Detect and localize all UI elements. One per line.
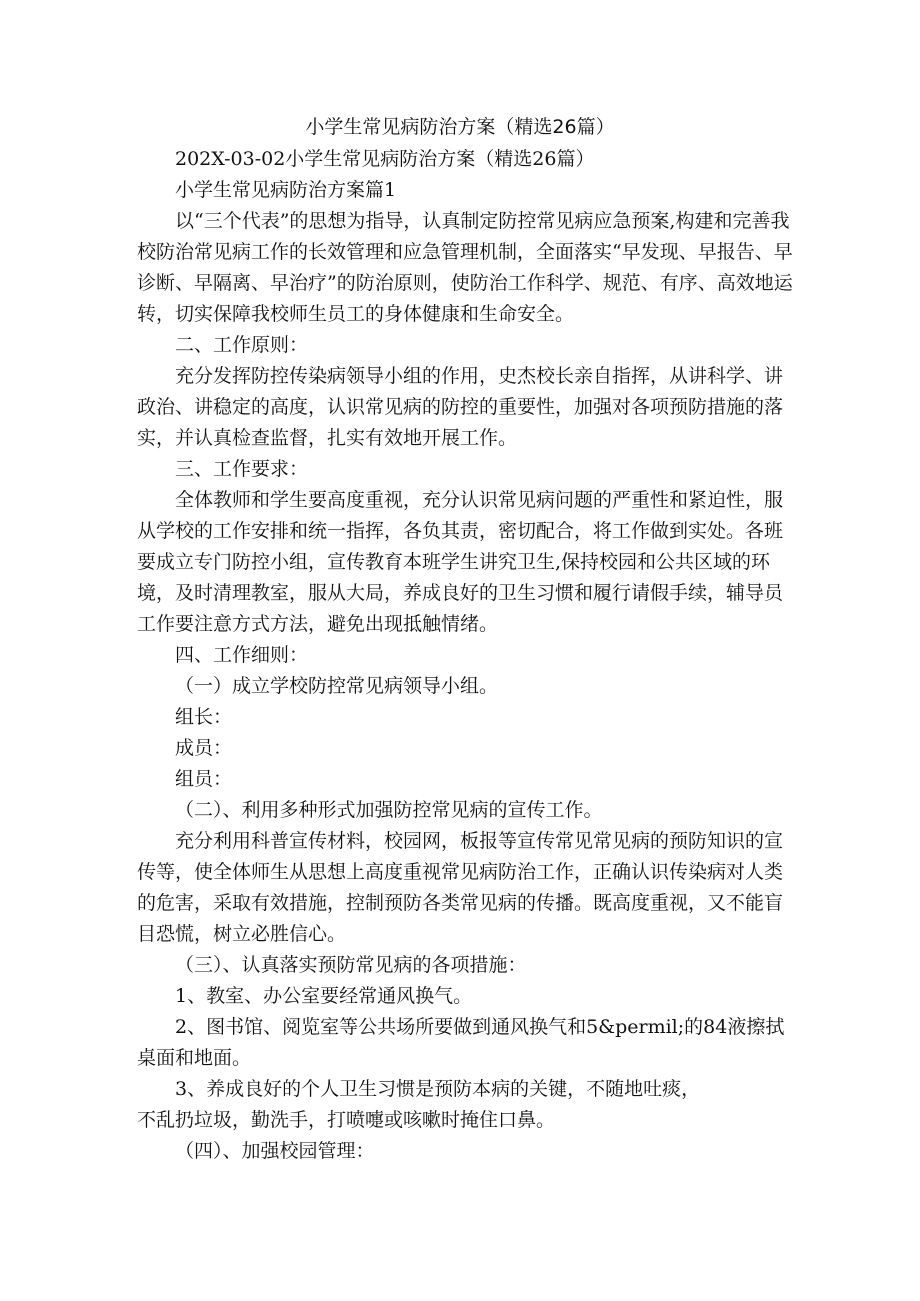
body-paragraph: 充分发挥防控传染病领导小组的作用，史杰校长亲自指挥，从讲科学、讲政治、讲稳定的高度，认识常见病的防控的重要性，加强对各项预防措施的落实，并认真检查监督，扎实有效地开展工作。 [137,365,784,449]
section-heading: 小学生常见病防治方案篇1 [175,179,397,201]
list-item: 组长： [175,706,233,728]
section-heading: 二、工作原则： [175,334,309,356]
document-title: 小学生常见病防治方案（精选26篇） [305,116,615,138]
section-heading: 四、工作细则： [175,644,309,666]
subsection-heading: （一）成立学校防控常见病领导小组。 [175,675,499,697]
subsection-heading: （四）、加强校园管理： [175,1140,375,1162]
subsection-heading: （三）、认真落实预防常见病的各项措施： [175,954,527,976]
date-line: 202X-03-02小学生常见病防治方案（精选26篇） [175,148,595,170]
list-item: 1、教室、办公室要经常通风换气。 [175,985,473,1007]
section-heading: 三、工作要求： [175,458,309,480]
list-item: 2、图书馆、阅览室等公共场所要做到通风换气和5&permil;的84液擦拭桌面和地面。 [137,1016,785,1069]
list-item: 3、养成良好的个人卫生习惯是预防本病的关键，不随地吐痰， [175,1078,701,1100]
body-paragraph: 全体教师和学生要高度重视，充分认识常见病问题的严重性和紧迫性，服从学校的工作安排和统一指挥，各负其责，密切配合，将工作做到实处。各班要成立专门防控小组，宣传教育本班学生讲究卫生,保持校园和公共区域的环境，及时清理教室，服从大局，养成良好的卫生习惯和履行请假手续，辅导员工作要注意方式方法，避免出现抵触情绪。 [137,489,784,635]
body-paragraph: 充分利用科普宣传材料，校园网，板报等宣传常见常见病的预防知识的宣传等，使全体师生从思想上高度重视常见病防治工作，正确认识传染病对人类的危害，采取有效措施，控制预防各类常见病的传播。既高度重视，又不能盲目恐慌，树立必胜信心。 [137,830,784,945]
list-item: 成员： [175,737,233,759]
body-paragraph: 以“三个代表”的思想为指导，认真制定防控常见病应急预案,构建和完善我校防治常见病工作的长效管理和应急管理机制，全面落实“早发现、早报告、早诊断、早隔离、早治疗”的防治原则，使防治工作科学、规范、有序、高效地运转，切实保障我校师生员工的身体健康和生命安全。 [137,210,793,325]
document-body [137,144,797,1167]
list-item: 组员： [175,768,233,790]
list-item-continuation: 不乱扔垃圾，勤洗手，打喷嚏或咳嗽时掩住口鼻。 [137,1109,556,1131]
subsection-heading: （二）、利用多种形式加强防控常见病的宣传工作。 [175,799,603,821]
